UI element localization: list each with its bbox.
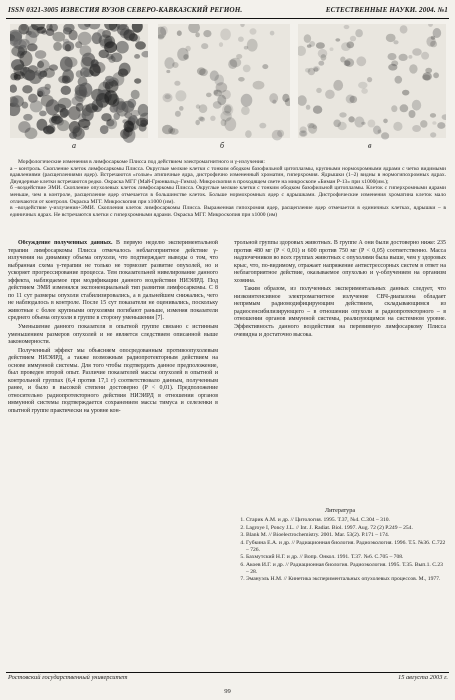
discussion-paragraph-1 [8, 240, 218, 323]
journal-issue: ЕСТЕСТВЕННЫЕ НАУКИ. 2004. №1 [325, 6, 448, 14]
section-heading: Обсуждение полученных данных. [18, 240, 113, 246]
discussion-text-1: В первую неделю экспериментальной терапии лимфосаркомы Плисса отмечалось неблагоприятное действие γ-излучения на динамику объема опухоли, что подтверждает выводы о том, что выбранная схема γ-терапии не только не тормозит развитие опухолей, но и ускоряет прогрессирование процесса. Тем показательней нивелирование данного эффекта, наблюдаемое при модификации данного воздействия НИЭИРД. Под действием ЭМИ изменялся экспоненциальный тип развития лимфосаркомы. С 8 по 11 сут размеры опухоли стабилизировались, а в дальнейшем снижались, чего не наблюдалось в контроле. После 15 сут показатели не оценивались, поскольку животные с более крупными опухолями погибают раньше, изменяя показатели среднего объема опухоли в группе в сторону уменьшения [7]. [8, 240, 218, 322]
references [234, 507, 446, 584]
reference-item: 6. Акоев И.Г. и др. // Радиационная биология. Радиоэкология. 1995. Т.35. Вып.1. С.23 – 28. [246, 562, 446, 576]
caption-a: а – контроль. Скопление клеток лимфосаркомы Плисса. Округлые мелкие клетки с тонким ободком базофильной цитоплазмы, крупными нормохромными ядрами с четко видимыми вдавлениями (расщеплениями ядер). Встречаются «голые» атипичные ядра, дистрофично измененный хроматин, гиперхромия. Ядрышки (1–2) видны в нормогипохромных ядрах. Двуядерные клетки встречаются редко. Окраска МГГ (Май-Грюнвальд–Гимза). Микроскопия в проходящем свете на микроскопе «Биман Р-13» при х1000(им.); [10, 165, 446, 185]
journal-title: ISSN 0321-3005 ИЗВЕСТИЯ ВУЗОВ СЕВЕРО-КАВКАЗСКИЙ РЕГИОН. [8, 6, 243, 14]
figure-label-b: б [220, 141, 225, 150]
figure-label-a: а [72, 141, 76, 150]
figure-label-c: в [368, 141, 372, 150]
figure-panel [0, 24, 455, 156]
reference-item: 2. Lagroye I, Poncy J.L. // Int. J. Radiat. Biol. 1997. Aug. 72 (2) P.249 – 254. [246, 525, 446, 532]
figure-caption [10, 159, 446, 218]
micrograph-b [158, 24, 290, 152]
running-header [8, 6, 448, 18]
reference-list [234, 517, 446, 583]
page-number: 99 [224, 688, 231, 695]
references-title: Литература [324, 507, 356, 514]
right-paragraph-1: трольной группы здоровых животных. В группе А они были достоверно ниже: 235 против 480 мг (P < 0,01) и 600 против 750 мг (P < 0,05) соответственно. Масса надпочечников во всех группах животных с опухолями была выше, чем у здоровых крыс, что, по-видимому, отражает напряжение антистрессорных систем в ответ на неблагоприятное действие, оказываемое опухолью и γ-облучением на организм хозяина. [234, 240, 446, 284]
footer-rule [6, 672, 449, 673]
discussion-paragraph-3: Полученный эффект мы объясняем опосредованным противоопухолевым действием НИЭИРД, а также возможным радиопротекторным действием на основе иммунной системы. Для того чтобы подтвердить данное предположение, был проведен второй опыт. Различие показателей массы опухолей в опытной и контрольной группах (6,4 против 17,1 г) соответствовало данным, полученным ранее, и было в высокой степени достоверно (P < 0,01). Предположение относительно радиопротекторного действия НИЭИРД в отношении органов иммунной системы подтверждается сохранением массы тимуса и селезенки в опытной группе практически на уровне кон- [8, 347, 218, 415]
micrograph-a [10, 24, 148, 152]
reference-item: 1. Старик А.М. и др. // Цитология. 1995. Т.37, №4. С.304 – 310. [246, 517, 446, 524]
reference-item: 4. Губкина Е.А. и др. // Радиационная биология. Радиоэкология. 1996. Т.5. №36. С.722 – 726. [246, 540, 446, 554]
micrograph-c [298, 24, 446, 152]
received-date: 15 августа 2003 г. [398, 674, 448, 681]
reference-item: 5. Бахмутский Н.Г. и др. // Вопр. Онкол. 1991. Т.37. №6. С.705 – 708. [246, 554, 446, 561]
caption-b: б –воздействие ЭМИ. Скопление опухолевых клеток лимфосаркомы Плисса. Округлые мелкие клетки с тонким ободком базофильной цитоплазмы. Клеток с гиперхромными ядрами меньше, чем в контроле, расщепление ядер отмечается в большинстве клеток. Больше нормохромных ядер с ядрышками. Дистрофические изменения хроматина клеток мало отличаются от контроля. Окраска МГГ. Микроскопия при х1000 (им). [10, 185, 446, 205]
header-rule [6, 18, 449, 19]
right-column [234, 240, 446, 490]
discussion-paragraph-2: Уменьшение данного показателя в опытной группе связано с истинным уменьшением размеров опухолей и не является следствием описанной выше закономерности. [8, 324, 218, 346]
left-column [8, 240, 218, 672]
conclusion-paragraph: Таким образом, из полученных экспериментальных данных следует, что низкоинтенсивное электромагнитное излучение СВЧ-диапазона обладает непрямым радиомодифицирующим действием, складывающимся из радиосенсибилизирующего – в отношении опухоли и радиопротекторного – в отношении органов иммунной системы, реализующимся на системном уровне. Эффективность данного воздействия на перевивную лимфосаркому Плисса очевидна и достаточно высока. [234, 286, 446, 338]
caption-c: в –воздействие γ-излучения+ЭМИ. Скопления клеток лимфосаркомы Плисса. Выраженная гипохромия ядер, расщепление ядер отмечается в единичных клетках, ядрышки – в единичных ядрах. Не встречаются клетки с гиперхромными ядрами. Окраска МГГ. Микроскопия при х1000 (им) [10, 205, 446, 218]
caption-title: Морфологические изменения в лимфосаркоме Плисса под действием электромагнитного и γ-излучения: [18, 159, 265, 165]
institution: Ростовский государственный университет [8, 674, 128, 681]
reference-item: 7. Эмануэль Н.М. // Кинетика экспериментальных опухолевых процессов. М., 1977. [246, 576, 446, 583]
reference-item: 3. Blank M. // Bioelectrochemistry. 2001. Mar. 53(2). P.171 – 174. [246, 532, 446, 539]
